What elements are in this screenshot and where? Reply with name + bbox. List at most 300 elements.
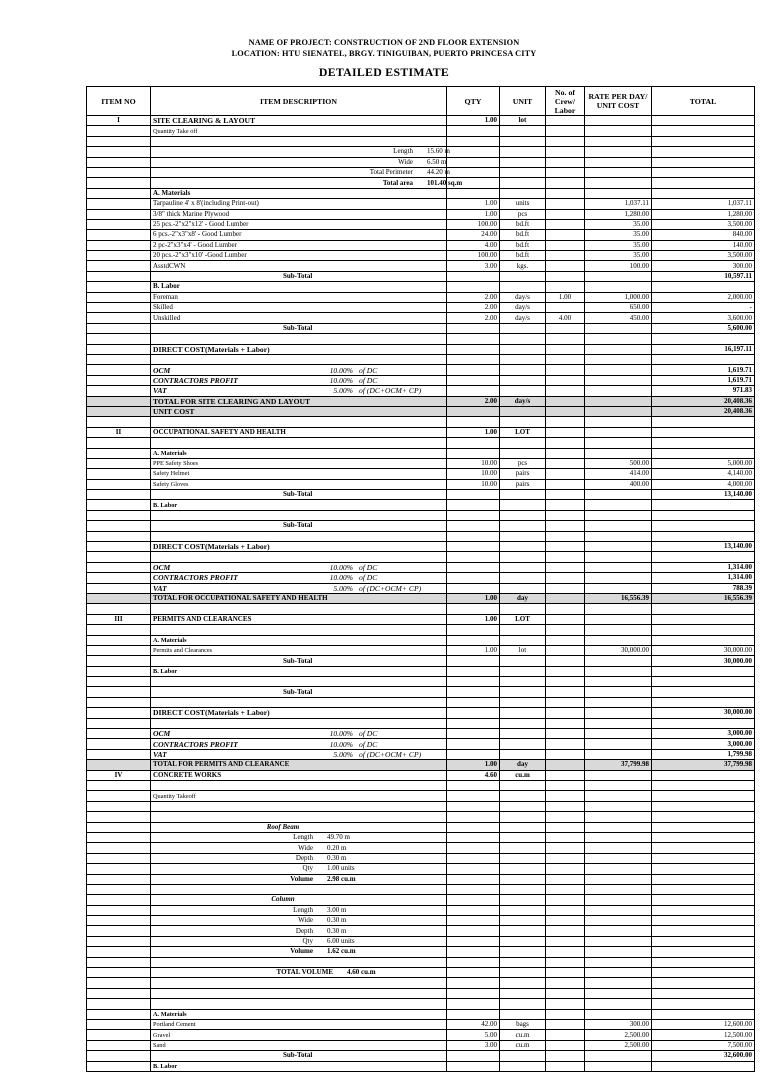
- total-cell: 5,600.00: [652, 323, 755, 333]
- rate-cell: [585, 448, 652, 458]
- item-no-cell: [87, 1040, 151, 1050]
- description-cell: A. Materials: [151, 448, 447, 458]
- qty-cell: 100.00: [447, 251, 500, 261]
- item-no-cell: [87, 916, 151, 926]
- takeoff-label: Total area: [382, 178, 413, 187]
- item-no-cell: [87, 157, 151, 167]
- empty-cell: [546, 864, 585, 874]
- unit-cell: bd.ft: [500, 230, 546, 240]
- empty-cell: [652, 916, 755, 926]
- empty-cell: [546, 510, 585, 520]
- qty-cell: 5.00: [447, 1030, 500, 1040]
- table-row: [87, 271, 755, 281]
- empty-cell: [151, 978, 447, 988]
- description-cell: Safety Gloves: [151, 479, 447, 489]
- total-cell: 37,799.98: [652, 760, 755, 770]
- empty-cell: [87, 988, 151, 998]
- takeoff-label: Depth: [295, 853, 313, 862]
- unit-cell: day/s: [500, 303, 546, 313]
- empty-cell: [585, 417, 652, 427]
- qty-cell: [447, 126, 500, 136]
- takeoff-cell: [151, 822, 447, 832]
- markup-basis: of (DC+OCM+ CP): [359, 750, 422, 760]
- empty-cell: [585, 334, 652, 344]
- empty-cell: [500, 884, 546, 894]
- crew-cell: [546, 687, 585, 697]
- crew-cell: [546, 573, 585, 583]
- empty-cell: [87, 999, 151, 1009]
- empty-cell: [585, 625, 652, 635]
- empty-cell: [546, 801, 585, 811]
- rate-cell: 414.00: [585, 469, 652, 479]
- col-header-item-no: ITEM NO: [87, 87, 151, 116]
- empty-cell: [585, 926, 652, 936]
- table-row: [87, 334, 755, 344]
- item-no-cell: [87, 895, 151, 905]
- description-cell: Gravel: [151, 1030, 447, 1040]
- empty-cell: [500, 625, 546, 635]
- item-no-cell: [87, 292, 151, 302]
- total-cell: 16,197.11: [652, 344, 755, 354]
- unit-cell: [500, 386, 546, 396]
- qty-cell: 100.00: [447, 219, 500, 229]
- qty-cell: [447, 271, 500, 281]
- unit-cell: [500, 583, 546, 593]
- empty-cell: [500, 604, 546, 614]
- item-no-cell: [87, 323, 151, 333]
- rate-cell: [585, 770, 652, 780]
- table-row: [87, 635, 755, 645]
- table-row: [87, 697, 755, 707]
- empty-cell: [585, 905, 652, 915]
- total-cell: 3,000.00: [652, 729, 755, 739]
- markup-label: CONTRACTORS PROFIT: [153, 573, 238, 583]
- empty-cell: [151, 354, 447, 364]
- markup-cell: [151, 573, 447, 583]
- qty-cell: [447, 749, 500, 759]
- takeoff-cell: [151, 874, 447, 884]
- rate-cell: [585, 116, 652, 126]
- total-cell: 13,140.00: [652, 542, 755, 552]
- table-row: [87, 708, 755, 718]
- total-cell: 20,408.36: [652, 396, 755, 406]
- table-row: [87, 417, 755, 427]
- empty-cell: [87, 510, 151, 520]
- total-cell: [652, 1009, 755, 1019]
- empty-cell: [652, 136, 755, 146]
- rate-cell: 450.00: [585, 313, 652, 323]
- qty-cell: [447, 791, 500, 801]
- rate-cell: 400.00: [585, 479, 652, 489]
- table-row: [87, 458, 755, 468]
- empty-cell: [151, 781, 447, 791]
- empty-cell: [87, 438, 151, 448]
- unit-cell: [500, 271, 546, 281]
- empty-cell: [447, 926, 500, 936]
- item-no-cell: [87, 386, 151, 396]
- empty-cell: [87, 718, 151, 728]
- description-cell: 25 pcs.-2"x2"x12' - Good Lumber: [151, 219, 447, 229]
- item-no-cell: [87, 708, 151, 718]
- crew-cell: [546, 209, 585, 219]
- crew-cell: [546, 583, 585, 593]
- empty-cell: [585, 916, 652, 926]
- table-row: [87, 801, 755, 811]
- takeoff-value: 101.40 sq.m: [427, 178, 463, 187]
- empty-cell: [447, 334, 500, 344]
- project-name: NAME OF PROJECT: CONSTRUCTION OF 2ND FLOOR EXTENSION: [248, 38, 520, 47]
- qty-cell: [447, 448, 500, 458]
- table-row: [87, 718, 755, 728]
- item-no-cell: [87, 822, 151, 832]
- table-row: [87, 178, 755, 188]
- rate-cell: 650.00: [585, 303, 652, 313]
- empty-cell: [546, 718, 585, 728]
- unit-cell: [500, 749, 546, 759]
- takeoff-label: Qty: [302, 937, 313, 946]
- empty-cell: [546, 978, 585, 988]
- empty-cell: [87, 677, 151, 687]
- table-row: [87, 895, 755, 905]
- empty-cell: [500, 417, 546, 427]
- total-cell: [652, 448, 755, 458]
- empty-cell: [652, 988, 755, 998]
- empty-cell: [500, 843, 546, 853]
- empty-cell: [87, 604, 151, 614]
- item-no-cell: [87, 303, 151, 313]
- crew-cell: [546, 386, 585, 396]
- rate-cell: [585, 396, 652, 406]
- qty-cell: [447, 500, 500, 510]
- takeoff-label: Total Perimeter: [369, 168, 413, 177]
- table-row: [87, 521, 755, 531]
- qty-cell: [447, 323, 500, 333]
- item-no-cell: [87, 864, 151, 874]
- qty-cell: [447, 542, 500, 552]
- empty-cell: [500, 136, 546, 146]
- crew-cell: [546, 251, 585, 261]
- empty-cell: [585, 354, 652, 364]
- empty-cell: [447, 677, 500, 687]
- total-cell: [652, 282, 755, 292]
- qty-cell: [447, 490, 500, 500]
- empty-cell: [585, 874, 652, 884]
- empty-cell: [652, 905, 755, 915]
- crew-cell: [546, 469, 585, 479]
- description-cell: B. Labor: [151, 500, 447, 510]
- takeoff-cell: [151, 926, 447, 936]
- empty-cell: [652, 801, 755, 811]
- col-header-total: TOTAL: [652, 87, 755, 116]
- description-cell: Skilled: [151, 303, 447, 313]
- empty-cell: [546, 812, 585, 822]
- table-row: [87, 999, 755, 1009]
- subtotal-label-cell: [151, 271, 447, 281]
- unit-cell: [500, 448, 546, 458]
- empty-cell: [500, 552, 546, 562]
- unit-cell: [500, 635, 546, 645]
- table-row: [87, 583, 755, 593]
- empty-cell: [447, 781, 500, 791]
- empty-cell: [585, 978, 652, 988]
- rate-cell: [585, 406, 652, 416]
- subtotal-label-cell: [151, 687, 447, 697]
- table-row: [87, 500, 755, 510]
- item-no-cell: [87, 251, 151, 261]
- unit-cell: bd.ft: [500, 251, 546, 261]
- crew-cell: [546, 406, 585, 416]
- takeoff-label: TOTAL VOLUME: [276, 968, 333, 977]
- item-no-cell: [87, 490, 151, 500]
- crew-cell: [546, 1061, 585, 1071]
- markup-basis: of DC: [359, 375, 378, 385]
- item-no-cell: [87, 479, 151, 489]
- markup-cell: [151, 583, 447, 593]
- empty-cell: [585, 812, 652, 822]
- empty-cell: [500, 978, 546, 988]
- rate-cell: [585, 344, 652, 354]
- item-no-cell: [87, 791, 151, 801]
- crew-cell: [546, 739, 585, 749]
- table-row: [87, 666, 755, 676]
- takeoff-value: 6.50 m: [427, 157, 447, 166]
- empty-cell: [87, 625, 151, 635]
- empty-cell: [447, 947, 500, 957]
- description-cell: 6 pcs.-2"x3"x8' - Good Lumber: [151, 230, 447, 240]
- empty-cell: [447, 874, 500, 884]
- markup-percent: 10.00%: [329, 365, 353, 375]
- takeoff-cell: [151, 895, 447, 905]
- table-row: [87, 760, 755, 770]
- item-no-cell: [87, 344, 151, 354]
- empty-cell: [546, 999, 585, 1009]
- takeoff-cell: [151, 916, 447, 926]
- table-row: [87, 573, 755, 583]
- empty-cell: [500, 801, 546, 811]
- unit-cell: cu.m: [500, 1040, 546, 1050]
- crew-cell: 4.00: [546, 313, 585, 323]
- rate-cell: 35.00: [585, 251, 652, 261]
- empty-cell: [447, 167, 500, 177]
- table-row: [87, 1030, 755, 1040]
- empty-cell: [87, 136, 151, 146]
- crew-cell: [546, 708, 585, 718]
- qty-cell: [447, 365, 500, 375]
- empty-cell: [585, 853, 652, 863]
- takeoff-label: Wide: [298, 916, 313, 925]
- empty-cell: [87, 417, 151, 427]
- unit-cell: bd.ft: [500, 240, 546, 250]
- table-row: [87, 510, 755, 520]
- empty-cell: [585, 438, 652, 448]
- crew-cell: [546, 791, 585, 801]
- qty-cell: [447, 562, 500, 572]
- col-header-rate: RATE PER DAY/ UNIT COST: [585, 87, 652, 116]
- item-no-cell: [87, 843, 151, 853]
- description-cell: Foreman: [151, 292, 447, 302]
- takeoff-label: Length: [293, 833, 313, 842]
- empty-cell: [447, 718, 500, 728]
- markup-label: OCM: [153, 729, 171, 739]
- description-cell: CONCRETE WORKS: [151, 770, 447, 780]
- description-cell: DIRECT COST(Materials + Labor): [151, 708, 447, 718]
- unit-cell: [500, 406, 546, 416]
- markup-basis: of (DC+OCM+ CP): [359, 386, 422, 396]
- markup-label: CONTRACTORS PROFIT: [153, 375, 238, 385]
- markup-basis: of DC: [359, 562, 378, 572]
- crew-cell: [546, 126, 585, 136]
- qty-cell: [447, 375, 500, 385]
- table-row: [87, 147, 755, 157]
- item-no-cell: [87, 739, 151, 749]
- estimate-table: [86, 86, 755, 1072]
- empty-cell: [546, 147, 585, 157]
- qty-cell: [447, 708, 500, 718]
- markup-percent: 10.00%: [329, 562, 353, 572]
- empty-cell: [585, 781, 652, 791]
- description-cell: TOTAL FOR PERMITS AND CLEARANCE: [151, 760, 447, 770]
- unit-cell: [500, 729, 546, 739]
- unit-cell: [500, 323, 546, 333]
- takeoff-label: Roof Beam: [266, 822, 300, 831]
- empty-cell: [546, 531, 585, 541]
- empty-cell: [652, 843, 755, 853]
- item-no-cell: [87, 199, 151, 209]
- description-cell: B. Labor: [151, 666, 447, 676]
- empty-cell: [151, 677, 447, 687]
- item-no-cell: [87, 573, 151, 583]
- item-no-cell: [87, 448, 151, 458]
- empty-cell: [652, 822, 755, 832]
- empty-cell: [151, 625, 447, 635]
- unit-cell: [500, 708, 546, 718]
- empty-cell: [447, 552, 500, 562]
- empty-cell: [447, 884, 500, 894]
- total-cell: 4,140.00: [652, 469, 755, 479]
- table-row: [87, 781, 755, 791]
- crew-cell: [546, 199, 585, 209]
- empty-cell: [652, 604, 755, 614]
- item-no-cell: [87, 126, 151, 136]
- empty-cell: [652, 167, 755, 177]
- markup-label: CONTRACTORS PROFIT: [153, 739, 238, 749]
- total-cell: 300.00: [652, 261, 755, 271]
- total-cell: 788.39: [652, 583, 755, 593]
- item-no-cell: [87, 1061, 151, 1071]
- table-row: [87, 614, 755, 624]
- unit-cell: [500, 656, 546, 666]
- empty-cell: [652, 417, 755, 427]
- empty-cell: [652, 853, 755, 863]
- crew-cell: [546, 666, 585, 676]
- markup-percent: 5.00%: [333, 583, 353, 593]
- crew-cell: [546, 770, 585, 780]
- takeoff-value: 0.20 m: [327, 843, 347, 852]
- empty-cell: [500, 438, 546, 448]
- item-no-cell: [87, 313, 151, 323]
- total-cell: 4,000.00: [652, 479, 755, 489]
- subtotal-label-cell: [151, 521, 447, 531]
- empty-cell: [546, 988, 585, 998]
- markup-label: OCM: [153, 365, 171, 375]
- rate-cell: [585, 729, 652, 739]
- empty-cell: [546, 905, 585, 915]
- table-row: [87, 240, 755, 250]
- unit-cell: day: [500, 760, 546, 770]
- unit-cell: pairs: [500, 469, 546, 479]
- subtotal-label-cell: [151, 490, 447, 500]
- empty-cell: [87, 812, 151, 822]
- rate-cell: [585, 573, 652, 583]
- qty-cell: [447, 1061, 500, 1071]
- rate-cell: [585, 562, 652, 572]
- empty-cell: [652, 677, 755, 687]
- qty-cell: 4.60: [447, 770, 500, 780]
- qty-cell: 2.00: [447, 313, 500, 323]
- table-row: [87, 469, 755, 479]
- takeoff-cell: [151, 905, 447, 915]
- qty-cell: 3.00: [447, 1040, 500, 1050]
- unit-cell: [500, 573, 546, 583]
- empty-cell: [151, 531, 447, 541]
- total-cell: 840.00: [652, 230, 755, 240]
- total-cell: 16,556.39: [652, 593, 755, 603]
- markup-cell: [151, 729, 447, 739]
- empty-cell: [585, 947, 652, 957]
- empty-cell: [652, 936, 755, 946]
- rate-cell: [585, 583, 652, 593]
- item-no-cell: [87, 645, 151, 655]
- total-cell: 3,000.00: [652, 739, 755, 749]
- empty-cell: [500, 895, 546, 905]
- empty-cell: [652, 968, 755, 978]
- rate-cell: 500.00: [585, 458, 652, 468]
- table-row: [87, 864, 755, 874]
- unit-cell: kgs.: [500, 261, 546, 271]
- table-row: [87, 375, 755, 385]
- crew-cell: [546, 303, 585, 313]
- empty-cell: [500, 853, 546, 863]
- unit-cell: lot: [500, 116, 546, 126]
- crew-cell: [546, 593, 585, 603]
- crew-cell: [546, 490, 585, 500]
- qty-cell: [447, 583, 500, 593]
- table-row: [87, 157, 755, 167]
- empty-cell: [652, 718, 755, 728]
- markup-cell: [151, 749, 447, 759]
- empty-cell: [447, 895, 500, 905]
- takeoff-label: Volume: [290, 874, 313, 883]
- item-no-cell: [87, 1030, 151, 1040]
- rate-cell: 2,500.00: [585, 1030, 652, 1040]
- rate-cell: [585, 375, 652, 385]
- empty-cell: [500, 157, 546, 167]
- unit-cell: day/s: [500, 313, 546, 323]
- empty-cell: [500, 781, 546, 791]
- empty-cell: [652, 874, 755, 884]
- takeoff-label: Wide: [398, 157, 413, 166]
- empty-cell: [546, 625, 585, 635]
- empty-cell: [585, 167, 652, 177]
- empty-cell: [585, 843, 652, 853]
- empty-cell: [652, 147, 755, 157]
- item-no-cell: I: [87, 116, 151, 126]
- item-no-cell: [87, 874, 151, 884]
- empty-cell: [585, 968, 652, 978]
- description-cell: 2 pc-2"x3"x4' - Good Lumber: [151, 240, 447, 250]
- col-header-unit: UNIT: [500, 87, 546, 116]
- empty-cell: [585, 957, 652, 967]
